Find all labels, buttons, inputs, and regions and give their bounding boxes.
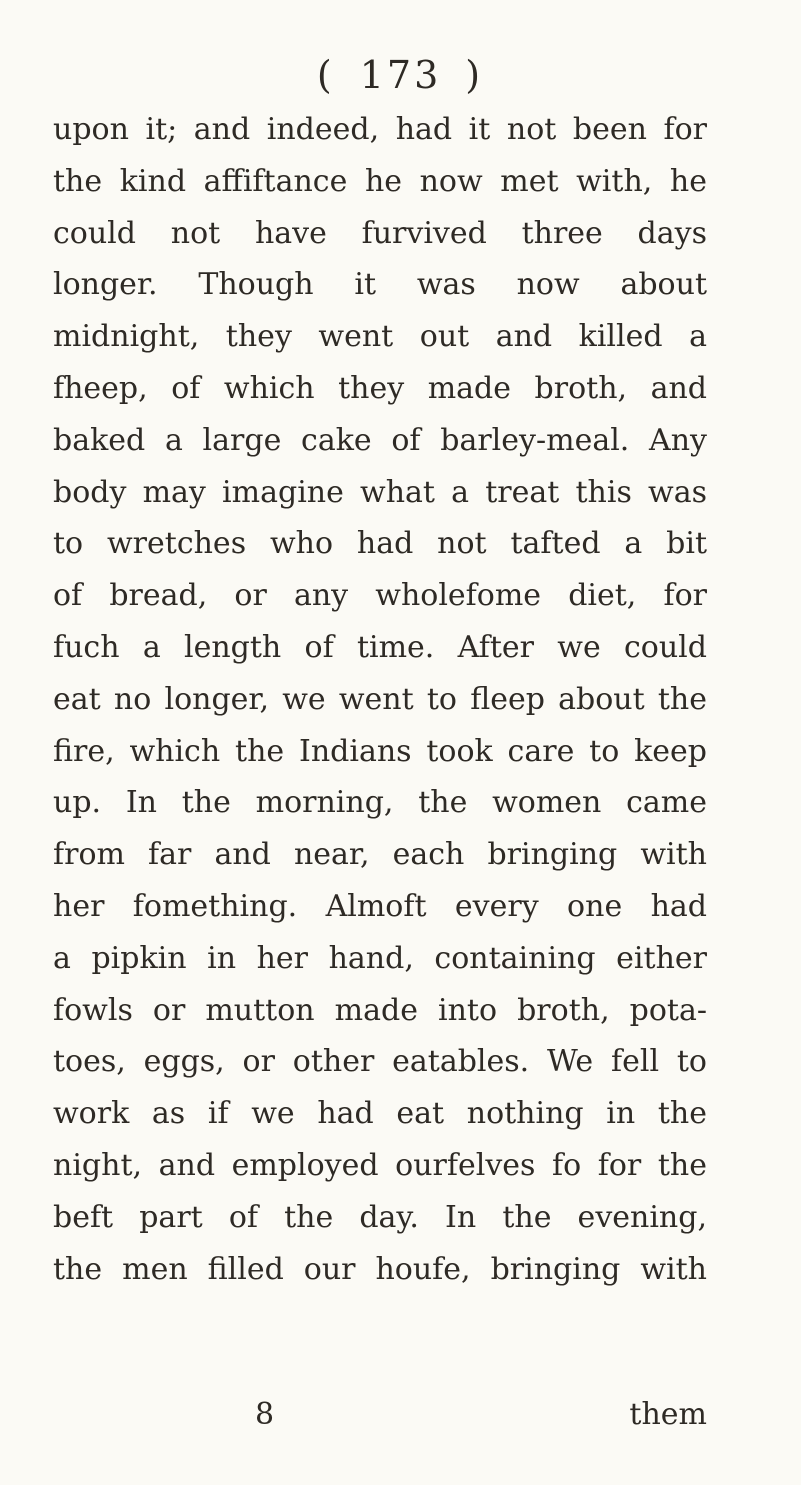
page-footer <box>53 1389 707 1441</box>
text-line: work as if we had eat nothing in the <box>53 1096 707 1132</box>
text-line: longer. Though it was now about <box>53 267 707 303</box>
text-line: of bread, or any wholefome diet, for <box>53 578 707 614</box>
text-line: from far and near, each bringing with <box>53 837 707 873</box>
text-line: fheep, of which they made broth, and <box>53 370 707 406</box>
body-text <box>53 104 707 1295</box>
text-line: could not have furvived three days <box>53 215 707 251</box>
text-line: a pipkin in her hand, containing either <box>53 940 707 976</box>
text-line: eat no longer, we went to fleep about the <box>53 681 707 717</box>
text-line: midnight, they went out and killed a <box>53 319 707 355</box>
header-close-paren: ) <box>465 53 485 97</box>
text-line: to wretches who had not tafted a bit <box>53 526 707 562</box>
text-line: fuch a length of time. After we could <box>53 629 707 665</box>
text-line: upon it; and indeed, had it not been for <box>53 112 707 147</box>
text-line: body may imagine what a treat this was <box>53 474 707 510</box>
text-line: baked a large cake of barley-meal. Any <box>53 422 707 458</box>
signature-mark: 8 <box>255 1397 275 1432</box>
text-line: beft part of the day. In the evening, <box>53 1199 707 1235</box>
header-open-paren: ( <box>316 53 336 97</box>
page-number: 173 <box>359 53 442 97</box>
text-line: the kind affiftance he now met with, he <box>53 163 707 199</box>
catchword: them <box>629 1397 707 1432</box>
text-line: fire, which the Indians took care to keep <box>53 733 707 769</box>
text-line: fowls or mutton made into broth, pota- <box>53 992 707 1028</box>
page-header <box>0 50 801 100</box>
text-line: toes, eggs, or other eatables. We fell to <box>53 1044 707 1080</box>
text-line: up. In the morning, the women came <box>53 785 707 821</box>
text-line: night, and employed ourfelves fo for the <box>53 1147 707 1183</box>
text-line: her fomething. Almoft every one had <box>53 888 707 924</box>
text-line: the men filled our houfe, bringing with <box>53 1251 707 1287</box>
